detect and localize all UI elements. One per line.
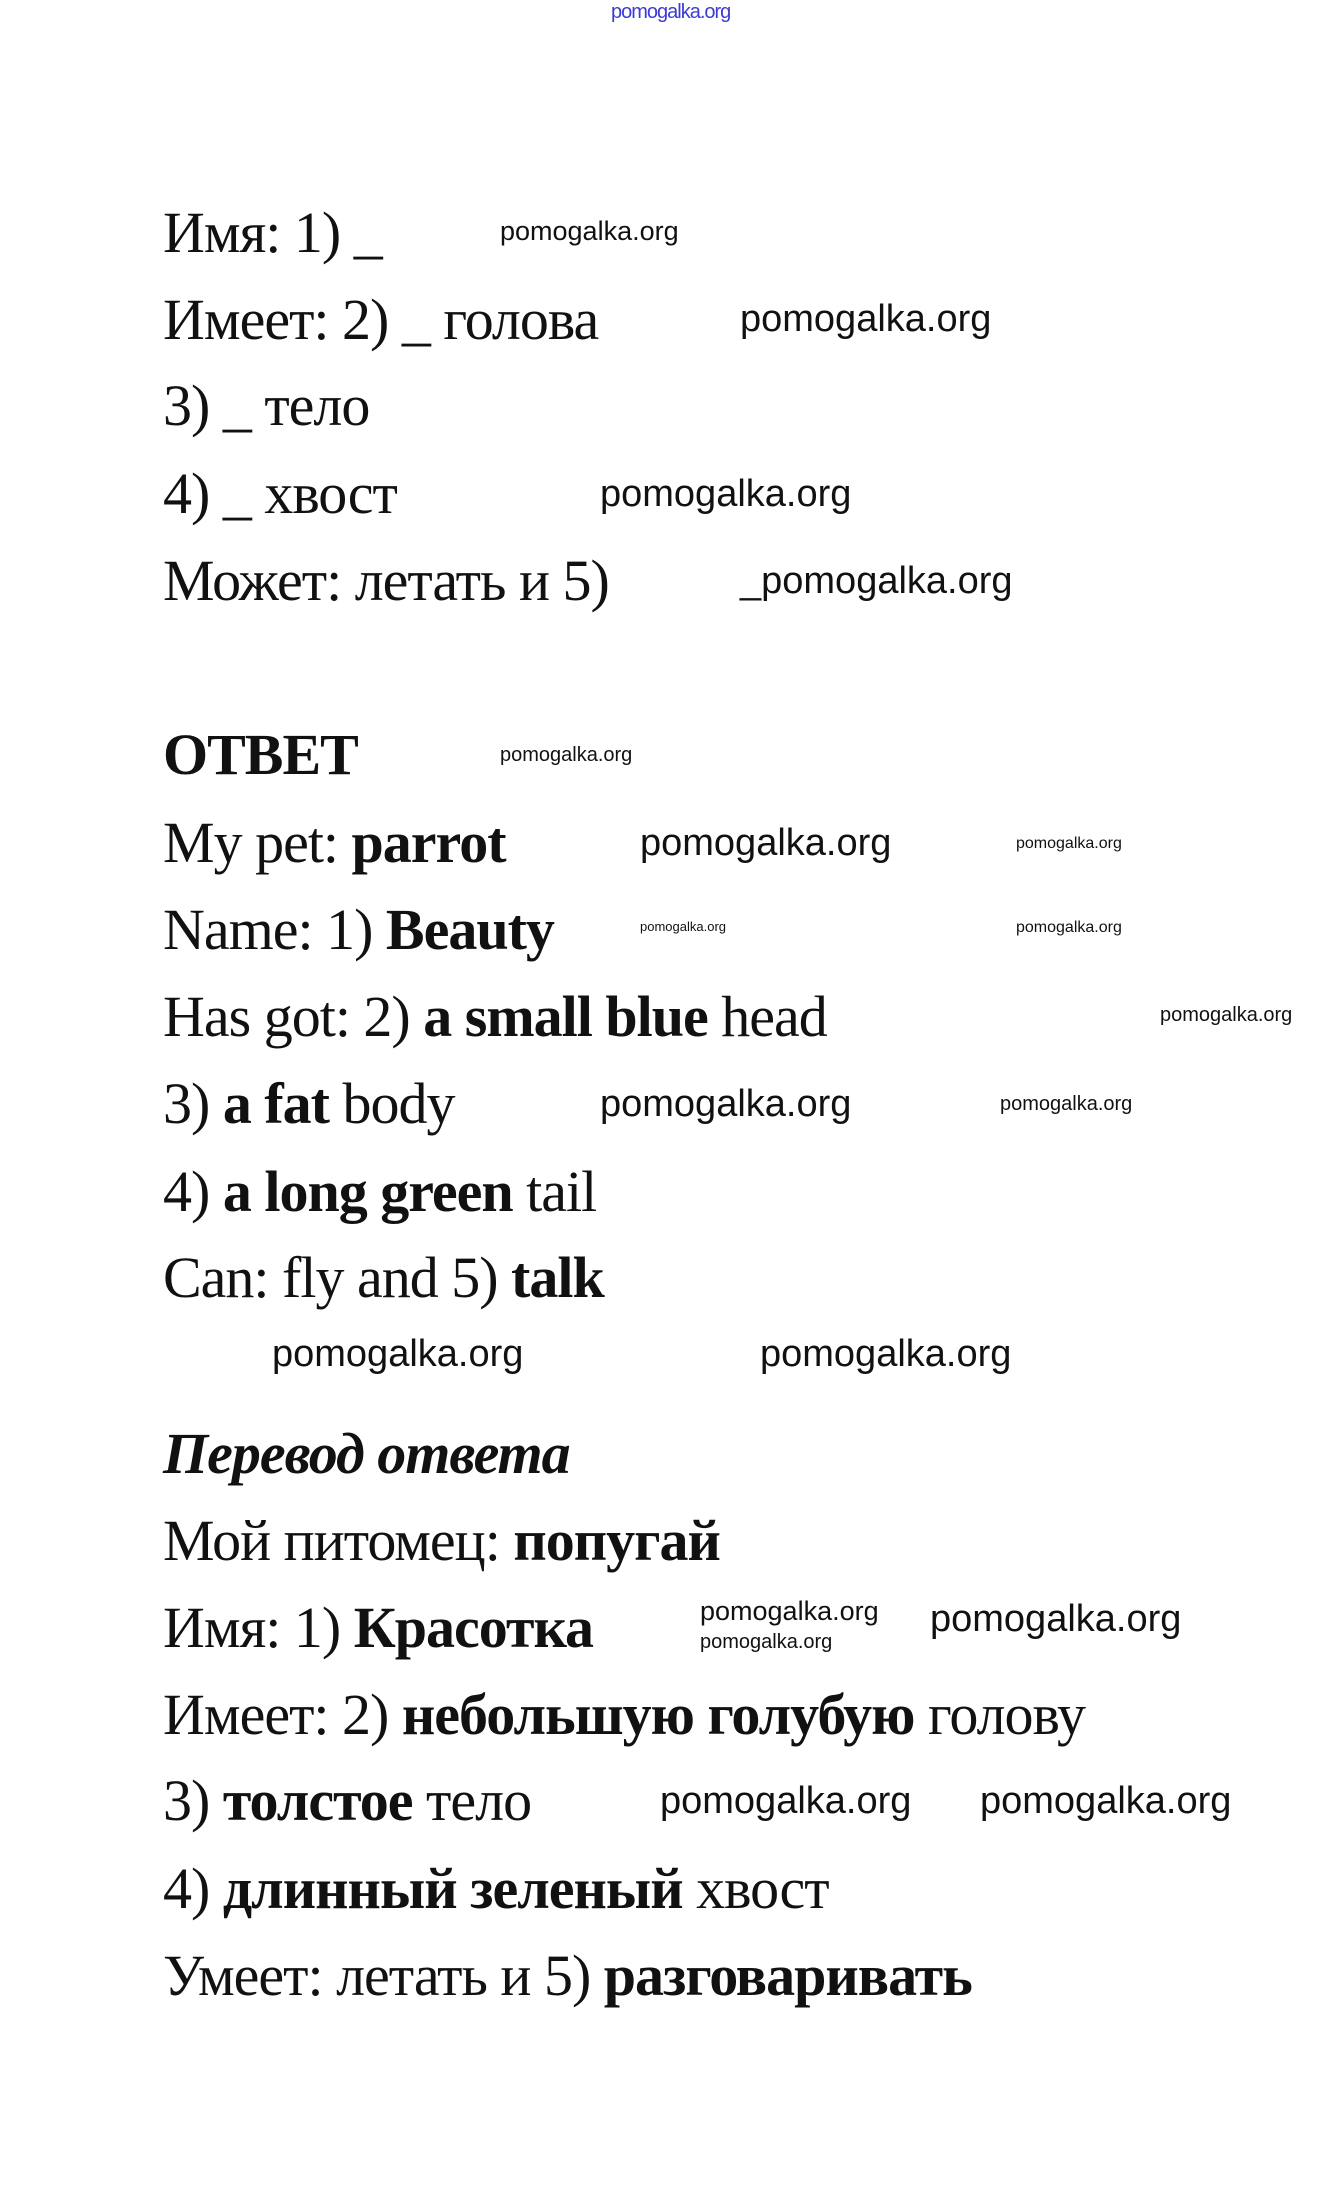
header-watermark-link[interactable]: pomogalka.org xyxy=(611,1,731,23)
translation-line: 3) толстое тело xyxy=(163,1768,532,1833)
translation-line: Имя: 1) Красотка xyxy=(163,1595,594,1660)
watermark: pomogalka.org xyxy=(700,1631,833,1653)
watermark: pomogalka.org xyxy=(740,298,992,340)
watermark: pomogalka.org xyxy=(1000,1093,1133,1115)
watermark: pomogalka.org xyxy=(600,473,852,515)
watermark: pomogalka.org xyxy=(660,1780,912,1822)
task-tail-line: 4) _ хвост xyxy=(163,461,397,526)
translation-line: Умеет: летать и 5) разговаривать xyxy=(163,1943,972,2008)
watermark: pomogalka.org xyxy=(980,1780,1232,1822)
translation-line: 4) длинный зеленый хвост xyxy=(163,1856,829,1921)
answer-heading: ОТВЕТ xyxy=(163,722,358,787)
watermark: pomogalka.org xyxy=(500,744,633,766)
answer-line: Name: 1) Beauty xyxy=(163,897,554,962)
watermark: pomogalka.org xyxy=(1016,919,1122,936)
task-head-line: Имеет: 2) _ голова xyxy=(163,287,599,352)
watermark: pomogalka.org xyxy=(600,1083,852,1125)
answer-line: 4) a long green tail xyxy=(163,1159,597,1224)
translation-heading: Перевод ответа xyxy=(163,1421,570,1486)
task-can-line: Может: летать и 5) xyxy=(163,548,609,613)
answer-line: Has got: 2) a small blue head xyxy=(163,984,827,1049)
watermark: _pomogalka.org xyxy=(740,560,1013,602)
watermark: pomogalka.org xyxy=(272,1333,524,1375)
answer-line: My pet: parrot xyxy=(163,810,506,875)
answer-line: Can: fly and 5) talk xyxy=(163,1245,604,1310)
watermark: pomogalka.org xyxy=(1160,1004,1293,1026)
watermark: pomogalka.org xyxy=(640,822,892,864)
watermark: pomogalka.org xyxy=(700,1596,879,1626)
answer-line: 3) a fat body xyxy=(163,1071,455,1136)
task-body-line: 3) _ тело xyxy=(163,373,370,438)
watermark: pomogalka.org xyxy=(1016,835,1122,852)
watermark: pomogalka.org xyxy=(500,216,679,246)
translation-line: Мой питомец: попугай xyxy=(163,1508,720,1573)
task-name-line: Имя: 1) _ xyxy=(163,200,382,265)
watermark: pomogalka.org xyxy=(760,1333,1012,1375)
watermark: pomogalka.org xyxy=(930,1598,1182,1640)
translation-line: Имеет: 2) небольшую голубую голову xyxy=(163,1682,1085,1747)
watermark: pomogalka.org xyxy=(640,919,726,934)
